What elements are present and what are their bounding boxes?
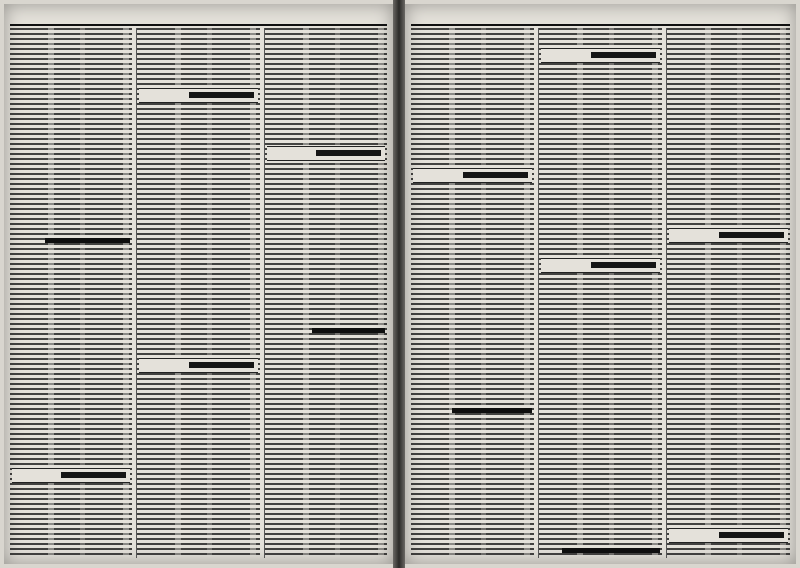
text-block (411, 28, 534, 558)
text-block (137, 28, 259, 558)
text-column (264, 28, 387, 558)
bold-text-line (562, 548, 660, 553)
section-heading (267, 146, 385, 161)
right-page-header (411, 8, 790, 26)
left-page-columns (10, 28, 387, 558)
section-heading (541, 258, 660, 273)
book-gutter (393, 0, 405, 568)
section-heading (139, 358, 257, 373)
left-page-header (10, 8, 387, 26)
bold-text-line (452, 408, 532, 413)
section-heading (669, 528, 788, 543)
left-page (4, 4, 393, 564)
section-heading (413, 168, 532, 183)
text-column (666, 28, 790, 558)
bold-text-line (312, 328, 385, 333)
section-heading (541, 48, 660, 63)
text-block (539, 28, 662, 558)
text-block (667, 28, 790, 558)
section-heading (139, 88, 257, 103)
section-heading (12, 468, 130, 483)
text-column (411, 28, 534, 558)
section-heading (669, 228, 788, 243)
text-column (10, 28, 132, 558)
text-column (136, 28, 259, 558)
right-page (405, 4, 796, 564)
text-column (538, 28, 662, 558)
text-block (265, 28, 387, 558)
bold-text-line (45, 238, 131, 243)
right-page-columns (411, 28, 790, 558)
